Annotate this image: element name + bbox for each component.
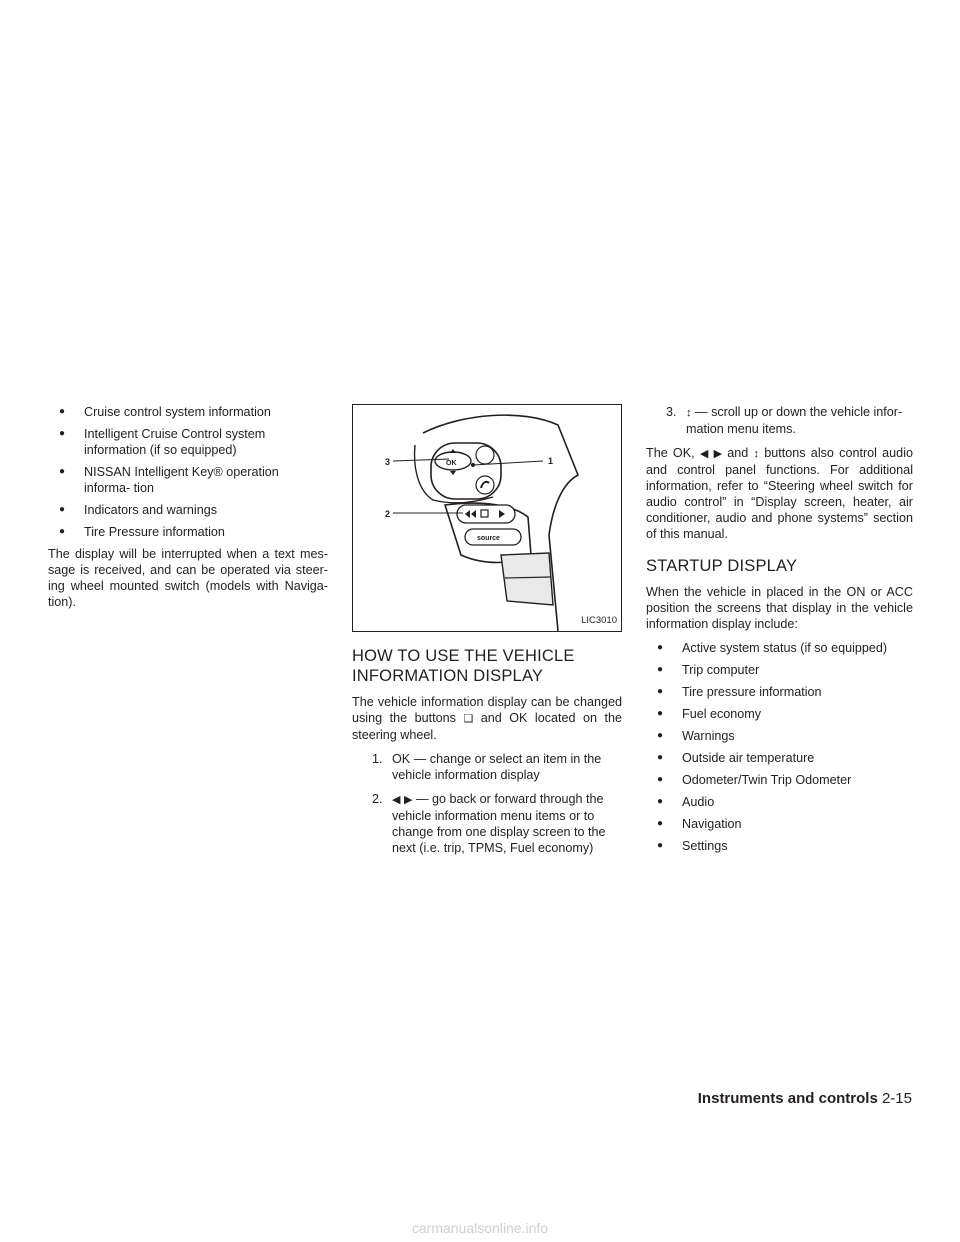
section-title: Instruments and controls (697, 1090, 878, 1107)
interruption-paragraph: The display will be interrupted when a text mes- sage is received, and can be operated via steer- ing wheel mounted switch (models with Naviga- tion). (48, 547, 328, 609)
list-item: ● Intelligent Cruise Control system information (if so equipped) (48, 426, 328, 458)
list-item: 2. ◀ ▶ — go back or forward through the vehicle information menu items or to change from one display screen to the next (i.e. trip, TPMS, Fuel economy) (372, 792, 606, 855)
list-item: ● Tire pressure information (646, 684, 913, 700)
list-item: ● Trip computer (646, 662, 913, 678)
ok-button-label: OK (446, 460, 457, 467)
right-column (646, 404, 913, 860)
list-item: ● Settings (646, 838, 913, 854)
steering-switch-illustration (353, 405, 621, 631)
up-down-arrow-icon: ↕ (753, 448, 760, 460)
middle-column (352, 404, 622, 864)
list-item: ● Active system status (if so equipped) (646, 640, 913, 656)
how-to-intro: The vehicle information display can be changed using the buttons ❏ and OK located on the steering wheel. (352, 695, 622, 742)
list-item: ● Warnings (646, 728, 913, 744)
display-mode-icon: ❏ (463, 713, 474, 725)
startup-heading: STARTUP DISPLAY (646, 557, 798, 575)
watermark: carmanualsonline.info (411, 1220, 549, 1236)
list-item: ● Odometer/Twin Trip Odometer (646, 772, 913, 788)
list-item: ● Cruise control system information (48, 404, 328, 420)
source-button-label: source (477, 535, 500, 542)
left-arrow-icon: ◀ (392, 794, 401, 806)
startup-bullet-list (646, 640, 913, 854)
list-item: ● NISSAN Intelligent Key® operation informa- tion (48, 464, 328, 496)
list-item: 1. OK — change or select an item in the vehicle information display (372, 752, 602, 782)
list-item: 3. ↕ — scroll up or down the vehicle infor- mation menu items. (666, 405, 903, 436)
list-item: ● Tire Pressure information (48, 524, 328, 540)
list-item: ● Navigation (646, 816, 913, 832)
ok-buttons-paragraph: The OK, ◀ ▶ and ↕ buttons also control audio and control panel functions. For additional information, refer to “Steering wheel switch for audio control” in “Display screen, heater, air conditioner, audio and phone systems” section of this manual. (646, 446, 913, 541)
left-arrow-icon: ◀ (699, 448, 709, 460)
list-item: ● Outside air temperature (646, 750, 913, 766)
up-down-arrow-icon: ↕ (686, 407, 692, 419)
page-number: 2-15 (881, 1090, 912, 1107)
list-item: ● Fuel economy (646, 706, 913, 722)
right-arrow-icon: ▶ (713, 448, 723, 460)
info-bullet-list (48, 404, 328, 540)
figure-code: LIC3010 (581, 615, 617, 626)
list-item: ● Audio (646, 794, 913, 810)
callout-3: 3 (385, 457, 391, 467)
right-arrow-icon: ▶ (403, 794, 413, 806)
how-to-heading: HOW TO USE THE VEHICLE INFORMATION DISPLAY (352, 647, 575, 685)
startup-intro: When the vehicle in placed in the ON or ACC position the screens that display in the vehicle information display include: (646, 585, 913, 631)
page-footer (512, 1090, 912, 1107)
callout-2: 2 (385, 509, 391, 519)
left-column (48, 404, 328, 618)
callout-1: 1 (548, 456, 554, 466)
steering-switch-figure (352, 404, 622, 632)
list-item: ● Indicators and warnings (48, 502, 328, 518)
